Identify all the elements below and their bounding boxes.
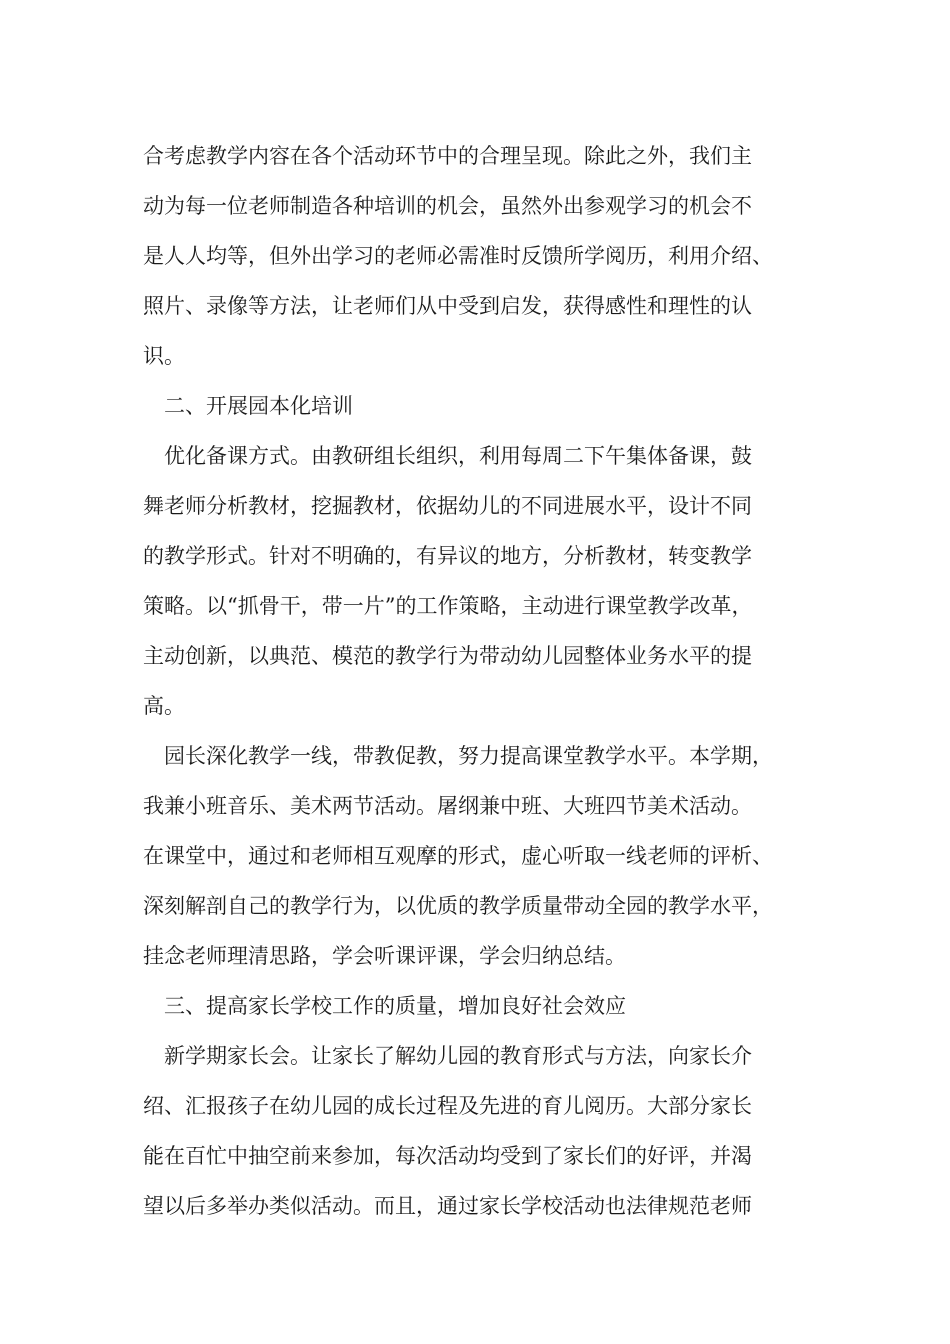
body-line: 望以后多举办类似活动。而且，通过家长学校活动也法律规范老师 <box>143 1194 752 1218</box>
document-body <box>143 131 833 1231</box>
body-line: 动为每一位老师制造各种培训的机会，虽然外出参观学习的机会不 <box>143 194 752 218</box>
body-line: 高。 <box>143 694 185 718</box>
body-line: 是人人均等，但外出学习的老师必需准时反馈所学阅历，利用介绍、 <box>143 244 773 268</box>
paragraph-first-line: 优化备课方式。由教研组长组织，利用每周二下午集体备课，鼓 <box>164 444 752 468</box>
body-line: 挂念老师理清思路，学会听课评课，学会归纳总结。 <box>143 944 626 968</box>
body-line: 深刻解剖自己的教学行为，以优质的教学质量带动全园的教学水平， <box>143 894 773 918</box>
body-line: 在课堂中，通过和老师相互观摩的形式，虚心听取一线老师的评析、 <box>143 844 773 868</box>
section-heading: 二、开展园本化培训 <box>164 394 353 418</box>
body-line: 舞老师分析教材，挖掘教材，依据幼儿的不同进展水平，设计不同 <box>143 494 752 518</box>
body-line: 的教学形式。针对不明确的，有异议的地方，分析教材，转变教学 <box>143 544 752 568</box>
body-line: 绍、汇报孩子在幼儿园的成长过程及先进的育儿阅历。大部分家长 <box>143 1094 752 1118</box>
body-line: 主动创新，以典范、模范的教学行为带动幼儿园整体业务水平的提 <box>143 644 752 668</box>
paragraph-first-line: 新学期家长会。让家长了解幼儿园的教育形式与方法，向家长介 <box>164 1044 752 1068</box>
body-line: 合考虑教学内容在各个活动环节中的合理呈现。除此之外，我们主 <box>143 144 752 168</box>
body-line: 识。 <box>143 344 185 368</box>
body-line: 策略。以“抓骨干，带一片”的工作策略，主动进行课堂教学改革， <box>143 594 753 618</box>
body-line: 能在百忙中抽空前来参加，每次活动均受到了家长们的好评，并渴 <box>143 1144 752 1168</box>
body-line: 我兼小班音乐、美术两节活动。屠纲兼中班、大班四节美术活动。 <box>143 794 752 818</box>
paragraph-first-line: 园长深化教学一线，带教促教，努力提高课堂教学水平。本学期， <box>164 744 773 768</box>
body-line: 照片、录像等方法，让老师们从中受到启发，获得感性和理性的认 <box>143 294 752 318</box>
section-heading: 三、提高家长学校工作的质量，增加良好社会效应 <box>164 994 626 1018</box>
